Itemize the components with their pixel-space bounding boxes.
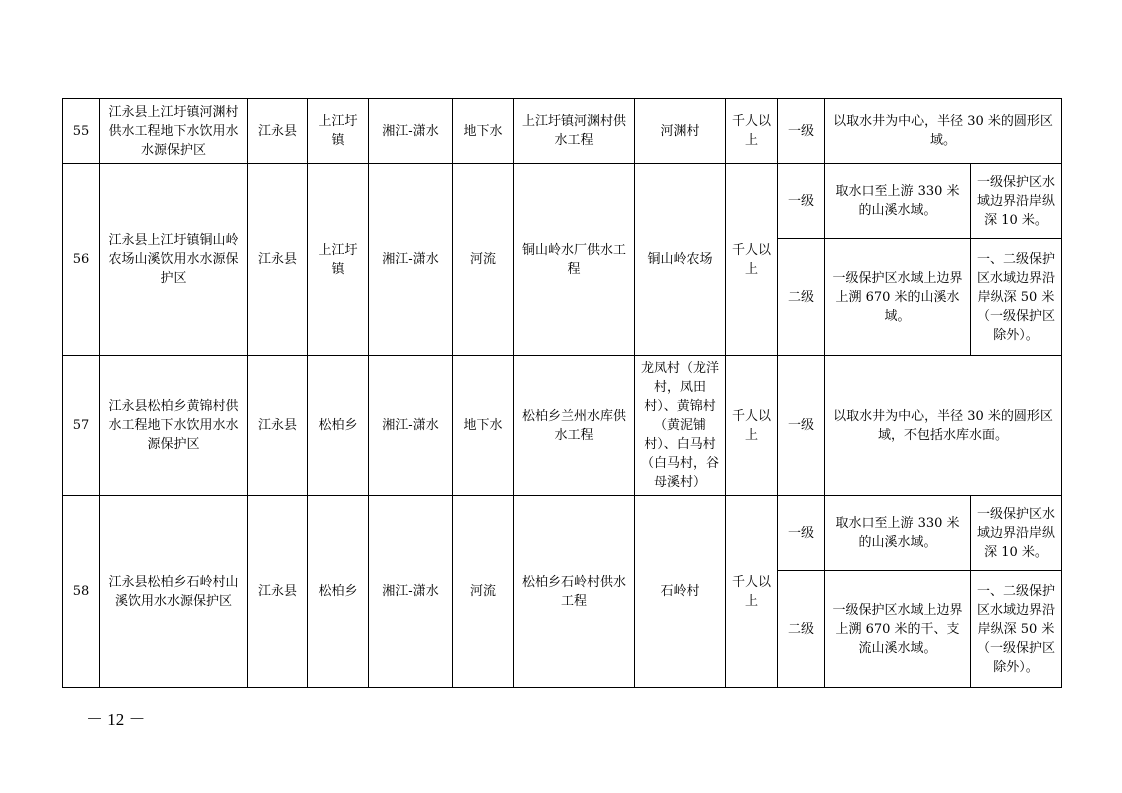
row-number: 55 — [63, 99, 100, 164]
water-extent: 取水口至上游 330 米的山溪水域。 — [825, 164, 971, 239]
zone-extent: 以取水井为中心，半径 30 米的圆形区域，不包括水库水面。 — [825, 356, 1062, 496]
basin: 湘江-潇水 — [369, 356, 453, 496]
land-extent: 一、二级保护区水域边界沿岸纵深 50 米（一级保护区除外）。 — [971, 571, 1062, 688]
source-type: 地下水 — [453, 99, 514, 164]
town: 松柏乡 — [308, 496, 369, 688]
county: 江永县 — [248, 356, 308, 496]
table-row — [63, 356, 1062, 496]
table-row — [63, 164, 1062, 239]
zone-name: 江永县松柏乡黄锦村供水工程地下水饮用水水源保护区 — [100, 356, 248, 496]
served-villages: 铜山岭农场 — [635, 164, 726, 356]
source-type: 地下水 — [453, 356, 514, 496]
town: 上江圩镇 — [308, 164, 369, 356]
supply-scale: 千人以上 — [726, 99, 778, 164]
supply-scale: 千人以上 — [726, 496, 778, 688]
supply-project: 松柏乡兰州水库供水工程 — [514, 356, 635, 496]
county: 江永县 — [248, 164, 308, 356]
supply-project: 铜山岭水厂供水工程 — [514, 164, 635, 356]
water-extent: 一级保护区水域上边界上溯 670 米的山溪水域。 — [825, 239, 971, 356]
town: 上江圩镇 — [308, 99, 369, 164]
county: 江永县 — [248, 99, 308, 164]
served-villages: 龙凤村（龙洋村，凤田村）、黄锦村（黄泥铺村）、白马村（白马村，谷母溪村） — [635, 356, 726, 496]
row-number: 57 — [63, 356, 100, 496]
table-row — [63, 496, 1062, 571]
water-extent: 一级保护区水域上边界上溯 670 米的干、支流山溪水域。 — [825, 571, 971, 688]
served-villages: 石岭村 — [635, 496, 726, 688]
land-extent: 一级保护区水域边界沿岸纵深 10 米。 — [971, 164, 1062, 239]
basin: 湘江-潇水 — [369, 496, 453, 688]
table-row — [63, 99, 1062, 164]
town: 松柏乡 — [308, 356, 369, 496]
zone-level: 一级 — [778, 356, 825, 496]
zone-name: 江永县松柏乡石岭村山溪饮用水水源保护区 — [100, 496, 248, 688]
source-type: 河流 — [453, 164, 514, 356]
zone-level: 二级 — [778, 571, 825, 688]
supply-scale: 千人以上 — [726, 164, 778, 356]
row-number: 56 — [63, 164, 100, 356]
source-type: 河流 — [453, 496, 514, 688]
served-villages: 河渊村 — [635, 99, 726, 164]
zone-name: 江永县上江圩镇铜山岭农场山溪饮用水水源保护区 — [100, 164, 248, 356]
zone-level: 一级 — [778, 99, 825, 164]
basin: 湘江-潇水 — [369, 99, 453, 164]
zone-extent: 以取水井为中心，半径 30 米的圆形区域。 — [825, 99, 1062, 164]
basin: 湘江-潇水 — [369, 164, 453, 356]
zone-name: 江永县上江圩镇河渊村供水工程地下水饮用水水源保护区 — [100, 99, 248, 164]
zone-level: 一级 — [778, 164, 825, 239]
row-number: 58 — [63, 496, 100, 688]
protection-zone-table — [62, 98, 1062, 688]
zone-level: 二级 — [778, 239, 825, 356]
county: 江永县 — [248, 496, 308, 688]
water-extent: 取水口至上游 330 米的山溪水域。 — [825, 496, 971, 571]
land-extent: 一、二级保护区水域边界沿岸纵深 50 米（一级保护区除外）。 — [971, 239, 1062, 356]
supply-project: 松柏乡石岭村供水工程 — [514, 496, 635, 688]
land-extent: 一级保护区水域边界沿岸纵深 10 米。 — [971, 496, 1062, 571]
supply-scale: 千人以上 — [726, 356, 778, 496]
supply-project: 上江圩镇河渊村供水工程 — [514, 99, 635, 164]
zone-level: 一级 — [778, 496, 825, 571]
page-number: － 12 － — [86, 710, 146, 729]
